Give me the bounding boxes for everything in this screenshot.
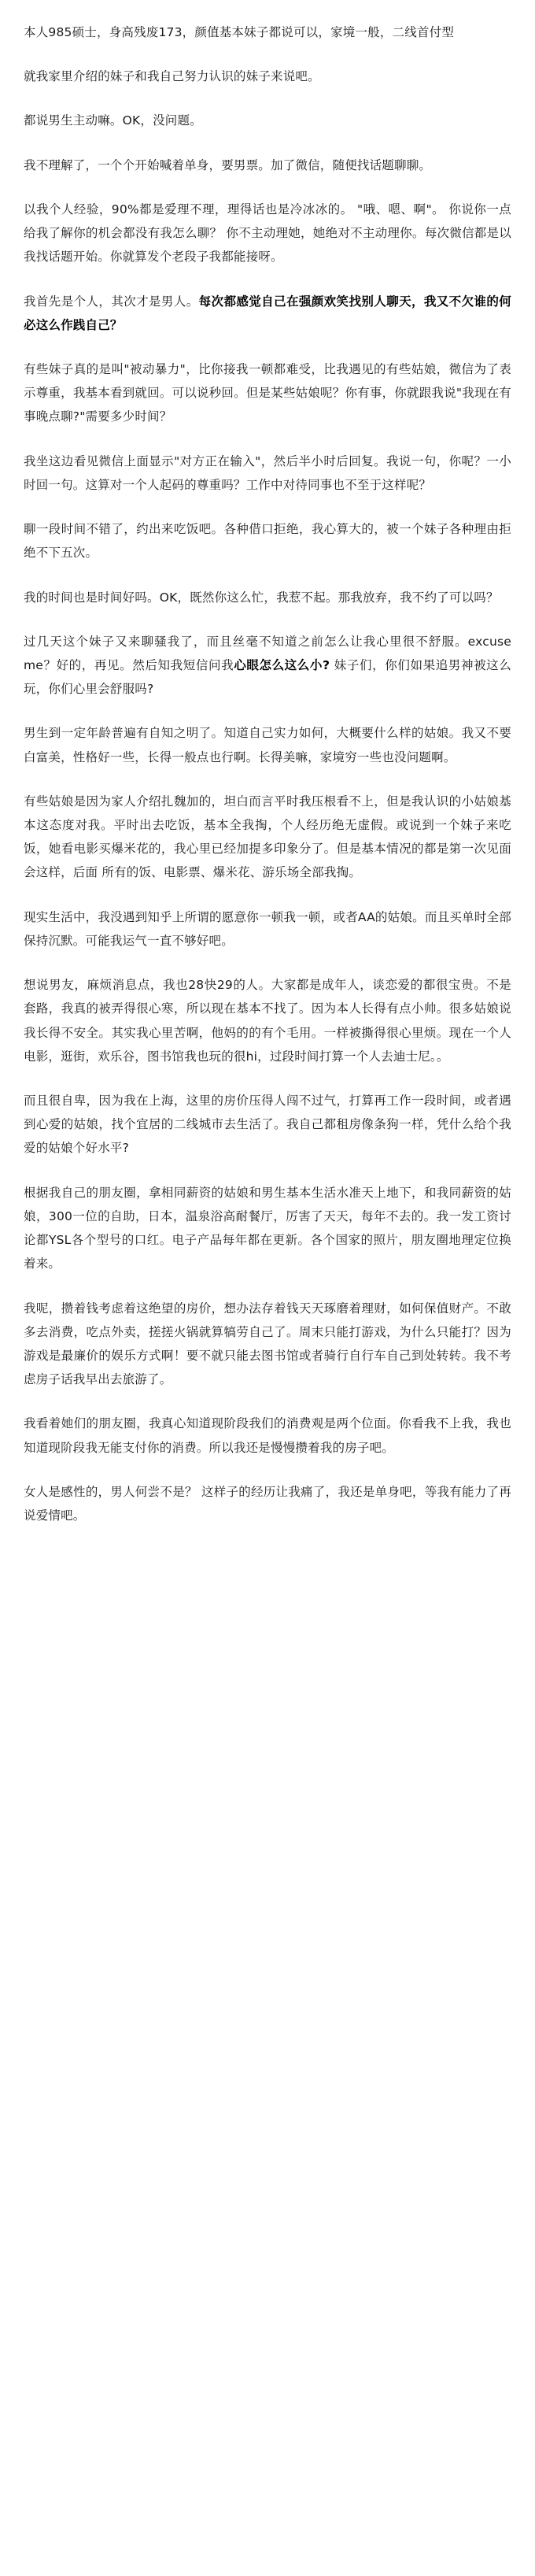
paragraph: 我首先是个人，其次才是男人。每次都感觉自己在强颜欢笑找别人聊天，我又不欠谁的何必这么作践自己？ (24, 294, 511, 332)
paragraph: 以我个人经验，90%都是爱理不理，理得话也是冷冰冰的。 "哦、嗯、啊"。 你说你一点给我了解你的机会都没有我怎么聊？ 你不主动理她，她绝对不主动理你。每次微信都是以我找话题开始。你就算发个老段子我都能接呀。 (24, 202, 511, 265)
paragraph: 而且很自卑，因为我在上海，这里的房价压得人闯不过气，打算再工作一段时间，或者遇到心爱的姑娘，找个宜居的二线城市去生活了。我自己都租房像条狗一样，凭什么给个我爱的姑娘个好水平? (24, 1094, 511, 1156)
paragraph: 有些姑娘是因为家人介绍扎魏加的，坦白而言平时我压根看不上，但是我认识的小姑娘基本这态度对我。平时出去吃饭，基本全我掏，个人经历绝无虚假。或说到一个妹子来吃饭，她看电影买爆米花的，我心里已经加提多印象分了。但是基本情况的都是第一次见面会这样，后面 所有的饭、电影票、爆米花、游乐场全部我掏。 (24, 794, 511, 880)
paragraph: 有些妹子真的是叫"被动暴力"，比你接我一顿都难受，比我遇见的有些姑娘，微信为了表示尊重，我基本看到就回。可以说秒回。但是某些姑娘呢？你有事，你就跟我说"我现在有事晚点聊?"需要多少时间？ (24, 361, 511, 424)
paragraph: 男生到一定年龄普遍有自知之明了。知道自己实力如何，大概要什么样的姑娘。我又不要白富美，性格好一些，长得一般点也行啊。长得美嘛，家境穷一些也没问题啊。 (24, 726, 511, 764)
paragraph-container (24, 20, 511, 1527)
paragraph: 女人是感性的，男人何尝不是？ 这样子的经历让我痛了，我还是单身吧，等我有能力了再说爱情吧。 (24, 1484, 511, 1523)
paragraph: 我坐这边看见微信上面显示"对方正在输入"，然后半小时后回复。我说一句，你呢？一小时回一句。这算对一个人起码的尊重吗？工作中对待同事也不至于这样呢？ (24, 453, 511, 492)
paragraph: 都说男生主动嘛。OK，没问题。 (24, 113, 202, 128)
paragraph: 就我家里介绍的妹子和我自己努力认识的妹子来说吧。 (24, 69, 320, 84)
paragraph: 本人985硕士，身高残废173，颜值基本妹子都说可以，家境一般，二线首付型 (24, 25, 455, 39)
paragraph: 聊一段时间不错了，约出来吃饭吧。各种借口拒绝，我心算大的，被一个妹子各种理由拒绝不下五次。 (24, 522, 511, 561)
paragraph: 我的时间也是时间好吗。OK，既然你这么忙，我惹不起。那我放弃，我不约了可以吗？ (24, 590, 499, 605)
paragraph: 现实生活中，我没遇到知乎上所谓的愿意你一顿我一顿，或者AA的姑娘。而且买单时全部保持沉默。可能我运气一直不够好吧。 (24, 909, 511, 948)
paragraph: 我不理解了，一个个开始喊着单身，要男票。加了微信，随便找话题聊聊。 (24, 157, 432, 172)
paragraph: 我呢，攒着钱考虑着这绝望的房价，想办法存着钱天天琢磨着理财，如何保值财产。不敢多去消费，吃点外卖，搓搓火锅就算犒劳自己了。周末只能打游戏，为什么只能打？因为游戏是最廉价的娱乐方式啊！要不就只能去图书馆或者骑行自行车自己到处转转。我不考虑房子话我早出去旅游了。 (24, 1301, 511, 1387)
paragraph: 我看着她们的朋友圈，我真心知道现阶段我们的消费观是两个位面。你看我不上我，我也知道现阶段我无能支付你的消费。所以我还是慢慢攒着我的房子吧。 (24, 1416, 511, 1455)
paragraph: 根据我自己的朋友圈，拿相同薪资的姑娘和男生基本生活水准天上地下，和我同薪资的姑娘，300一位的自助，日本，温泉浴高耐餐厅，厉害了天天，每年不去的。我一发工资讨论都YSL各个型号的口红。电子产品每年都在更新。各个国家的照片，朋友圈地理定位换着来。 (24, 1185, 511, 1271)
emphasized-text: 每次都感觉自己在强颜欢笑找别人聊天，我又不欠谁的何必这么作践自己？ (24, 294, 511, 332)
paragraph: 过几天这个妹子又来聊骚我了，而且丝毫不知道之前怎么让我心里很不舒服。excuse me？好的，再见。然后知我短信问我心眼怎么这么小? 妹子们，你们如果追男神被这么玩，你们心里会舒服吗? (24, 634, 511, 697)
paragraph: 想说男友，麻烦消息点，我也28快29的人。大家都是成年人，谈恋爱的都很宝贵。不是套路，我真的被弄得很心寒，所以现在基本不找了。因为本人长得有点小帅。很多姑娘说我长得不安全。其实我心里苦啊，他妈的的有个毛用。一样被撕得很心里烦。现在一个人电影，逛街，欢乐谷，图书馆我也玩的很hi，过段时间打算一个人去迪士尼。。 (24, 978, 511, 1064)
emphasized-text: 心眼怎么这么小? (234, 657, 330, 672)
